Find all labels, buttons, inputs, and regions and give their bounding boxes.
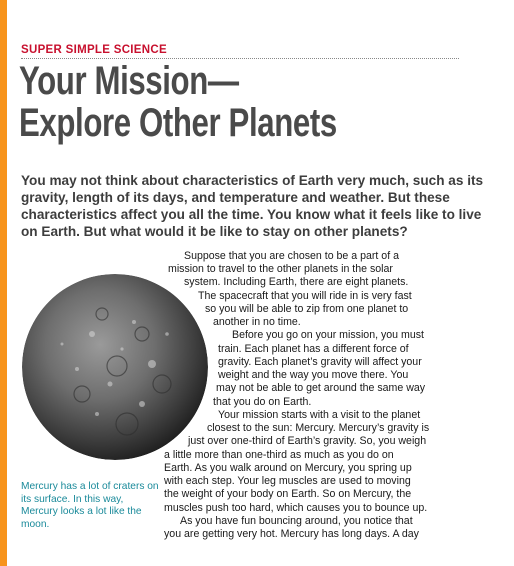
page-side-bar <box>0 0 7 566</box>
body-line: you are getting very hot. Mercury has long days. A day <box>164 528 419 540</box>
article-title <box>19 60 337 144</box>
body-line: train. Each planet has a different force of <box>218 343 409 355</box>
body-line: Earth. As you walk around on Mercury, you spring up <box>164 462 412 474</box>
body-line: may not be able to get around the same way <box>216 382 426 394</box>
body-line: the weight of your body on Earth. So on Mercury, the <box>164 488 412 500</box>
mercury-illustration <box>22 274 208 460</box>
body-line: The spacecraft that you will ride in is very fast <box>198 290 412 302</box>
body-line: Suppose that you are chosen to be a part of a <box>184 250 399 262</box>
body-line: Your mission starts with a visit to the planet <box>218 409 421 421</box>
body-line: just over one-third of Earth’s gravity. So, you weigh <box>188 435 427 447</box>
figure-caption: Mercury has a lot of craters on its surface. In this way, Mercury looks a lot like the moon. <box>21 481 159 530</box>
body-line: that you do on Earth. <box>213 396 312 408</box>
body-line: Before you go on your mission, you must <box>232 329 424 341</box>
intro-paragraph: You may not think about characteristics of Earth very much, such as its gravity, length of its days, and temperature and weather. But these characteristics affect you all the time. You know what it feels like to live on Earth. But what would it be like to stay on other planets? <box>21 173 484 239</box>
body-line: so you will be able to zip from one planet to <box>205 303 409 315</box>
body-line: As you have fun bouncing around, you notice that <box>180 515 413 527</box>
section-kicker: SUPER SIMPLE SCIENCE <box>21 44 459 59</box>
body-line: mission to travel to the other planets in the solar <box>168 263 393 275</box>
body-line: a little more than one-third as much as you do on <box>164 449 394 461</box>
body-line: another in no time. <box>213 316 301 328</box>
article-title-line-1: Your Mission— <box>19 59 239 103</box>
body-line: closest to the sun: Mercury. Mercury’s gravity is <box>207 422 430 434</box>
body-line: muscles push too hard, which causes you to bounce up. <box>164 502 428 514</box>
body-line: with each step. Your leg muscles are used to moving <box>164 475 411 487</box>
body-line: gravity. Each planet’s gravity will affect your <box>218 356 422 368</box>
article-title-line-2: Explore Other Planets <box>19 101 337 145</box>
mercury-image <box>22 274 208 460</box>
body-line: weight and the way you move there. You <box>218 369 409 381</box>
body-line: system. Including Earth, there are eight planets. <box>184 276 409 288</box>
